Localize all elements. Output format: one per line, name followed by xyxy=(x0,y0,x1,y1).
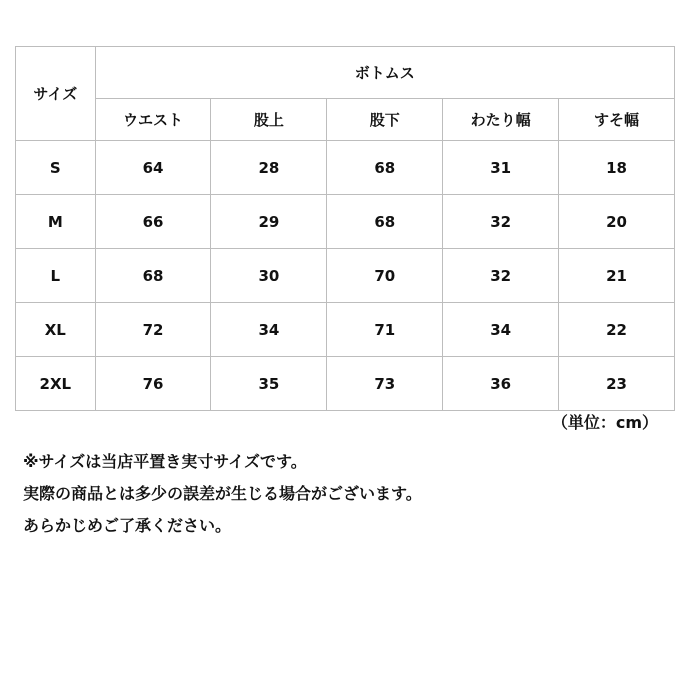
size-label: S xyxy=(16,141,96,195)
table-cell: 76 xyxy=(95,357,211,411)
column-header-thigh-width: わたり幅 xyxy=(443,99,559,141)
table-row xyxy=(16,141,675,195)
note-line: あらかじめご了承ください。 xyxy=(23,516,232,535)
table-cell: 20 xyxy=(559,195,675,249)
size-label: M xyxy=(16,195,96,249)
table-cell: 72 xyxy=(95,303,211,357)
table-cell: 32 xyxy=(443,249,559,303)
size-label: L xyxy=(16,249,96,303)
table-cell: 73 xyxy=(327,357,443,411)
table-cell: 21 xyxy=(559,249,675,303)
table-cell: 22 xyxy=(559,303,675,357)
table-cell: 23 xyxy=(559,357,675,411)
unit-note: （単位：cm） xyxy=(551,413,658,432)
table-cell: 18 xyxy=(559,141,675,195)
size-label: 2XL xyxy=(16,357,96,411)
column-header-rise: 股上 xyxy=(211,99,327,141)
table-cell: 31 xyxy=(443,141,559,195)
table-row xyxy=(16,357,675,411)
table-row xyxy=(16,249,675,303)
column-header-waist: ウエスト xyxy=(95,99,211,141)
table-cell: 34 xyxy=(443,303,559,357)
table-cell: 35 xyxy=(211,357,327,411)
table-cell: 68 xyxy=(327,195,443,249)
notes-block xyxy=(23,446,422,542)
column-header-hem-width: すそ幅 xyxy=(559,99,675,141)
note-line: 実際の商品とは多少の誤差が生じる場合がございます。 xyxy=(23,484,422,503)
table-row xyxy=(16,303,675,357)
table-cell: 64 xyxy=(95,141,211,195)
table-cell: 71 xyxy=(327,303,443,357)
table-cell: 28 xyxy=(211,141,327,195)
column-header-inseam: 股下 xyxy=(327,99,443,141)
table-cell: 70 xyxy=(327,249,443,303)
header-row-group xyxy=(16,47,675,99)
table-cell: 36 xyxy=(443,357,559,411)
bottoms-group-header: ボトムス xyxy=(95,47,674,99)
table-row xyxy=(16,195,675,249)
table-cell: 68 xyxy=(327,141,443,195)
table-cell: 68 xyxy=(95,249,211,303)
table-cell: 32 xyxy=(443,195,559,249)
table-cell: 34 xyxy=(211,303,327,357)
table-cell: 29 xyxy=(211,195,327,249)
size-chart-table xyxy=(15,46,675,411)
size-label: XL xyxy=(16,303,96,357)
header-row-columns xyxy=(16,99,675,141)
table-cell: 66 xyxy=(95,195,211,249)
table-cell: 30 xyxy=(211,249,327,303)
note-line: ※サイズは当店平置き実寸サイズです。 xyxy=(23,452,307,471)
size-header: サイズ xyxy=(16,47,96,141)
